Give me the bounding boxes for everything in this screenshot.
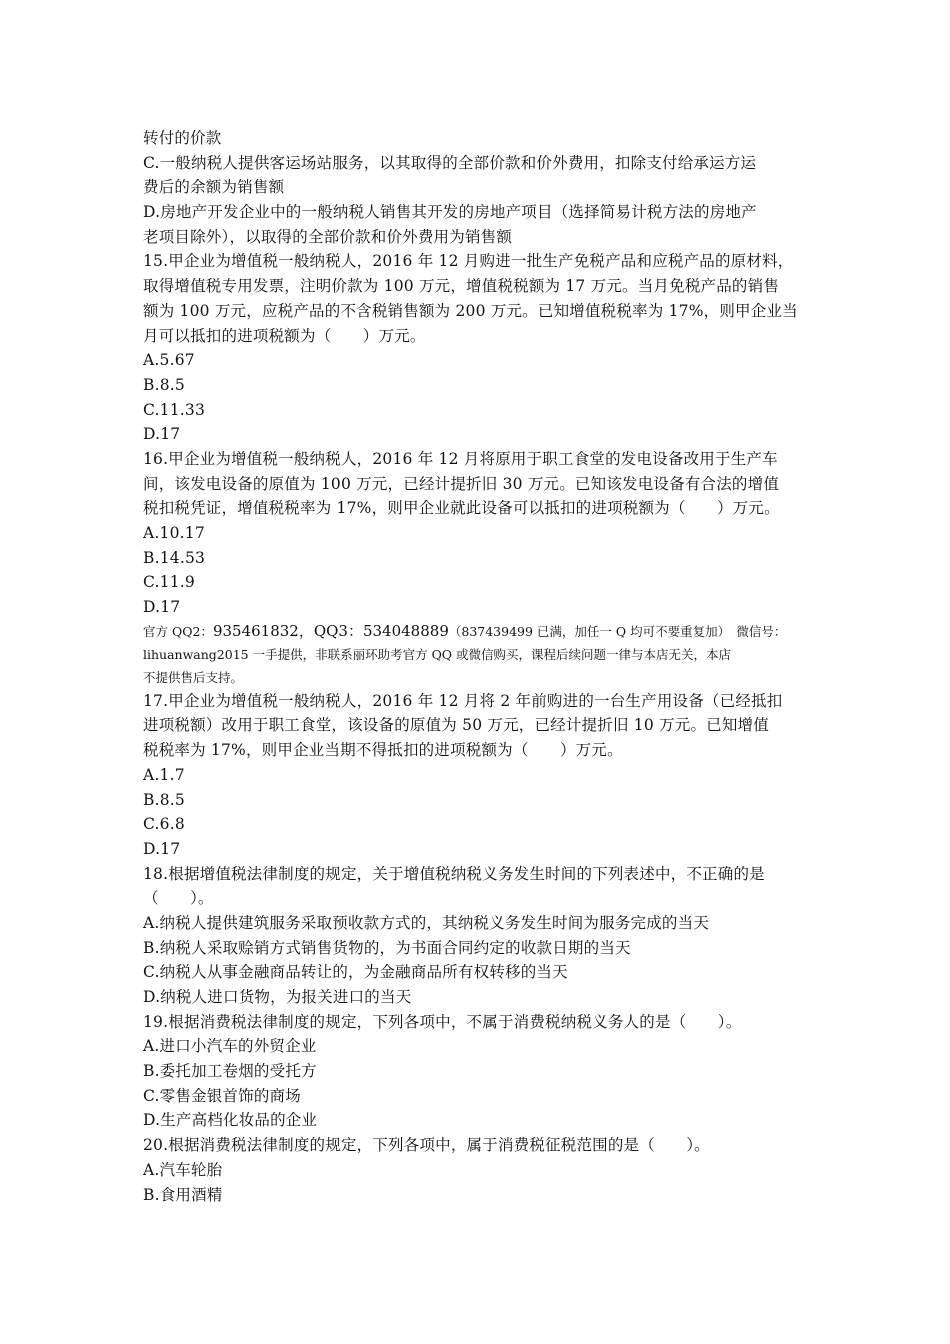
question-20-line: 20.根据消费税法律制度的规定，下列各项中，属于消费税征税范围的是（ ）。 — [143, 1136, 711, 1155]
question-17-line: 17.甲企业为增值税一般纳税人，2016 年 12 月将 2 年前购进的一台生产用设备（已经抵扣 — [143, 691, 783, 710]
option-d: D.纳税人进口货物，为报关进口的当天 — [143, 988, 412, 1006]
question-16-line: 16.甲企业为增值税一般纳税人，2016 年 12 月将原用于职工食堂的发电设备改用于生产车 — [143, 449, 778, 468]
option-a: A.纳税人提供建筑服务采取预收款方式的，其纳税义务发生时间为服务完成的当天 — [143, 913, 710, 932]
option-c: C.纳税人从事金融商品转让的，为金融商品所有权转移的当天 — [143, 963, 568, 982]
question-15-line: 额为 100 万元，应税产品的不含税销售额为 200 万元。已知增值税税率为 17%，则甲企业当 — [143, 301, 798, 320]
option-a: A.1.7 — [143, 765, 185, 784]
notice-text: 534048889 — [362, 621, 449, 640]
option-c: C.11.33 — [143, 400, 206, 419]
question-18-line: 18.根据增值税法律制度的规定，关于增值税纳税义务发生时间的下列表述中，不正确的是 — [143, 864, 765, 883]
option-a: A.10.17 — [143, 524, 205, 542]
option-c: C.11.9 — [143, 573, 195, 592]
option-b: B.8.5 — [143, 790, 185, 809]
notice-text: 官方 QQ2： — [143, 623, 213, 639]
question-16-line: 间，该发电设备的原值为 100 万元，已经计提折旧 30 万元。已知该发电设备有合法的增值 — [143, 474, 780, 493]
text-line: D.房地产开发企业中的一般纳税人销售其开发的房地产项目（选择简易计税方法的房地产 — [143, 203, 757, 222]
option-c: C.零售金银首饰的商场 — [143, 1086, 301, 1105]
notice-line — [143, 620, 815, 643]
option-b: B.委托加工卷烟的受托方 — [143, 1062, 317, 1081]
option-d: D.17 — [143, 425, 181, 444]
notice-text: （837439499 已满，加任一 Q 均可不要重复加） 微信号： — [448, 623, 787, 639]
option-b: B.纳税人采取赊销方式销售货物的，为书面合同约定的收款日期的当天 — [143, 938, 631, 957]
text-line: 转付的价款 — [143, 129, 222, 147]
option-a: A.汽车轮胎 — [143, 1160, 223, 1179]
option-b: B.14.53 — [143, 548, 206, 567]
option-d: D.生产高档化妆品的企业 — [143, 1111, 318, 1130]
option-b: B.8.5 — [143, 375, 185, 394]
question-15-line: 15.甲企业为增值税一般纳税人，2016 年 12 月购进一批生产免税产品和应税产品的原材料， — [143, 252, 794, 271]
question-19-line: 19.根据消费税法律制度的规定，下列各项中，不属于消费税纳税义务人的是（ ）。 — [143, 1012, 742, 1031]
notice-text: 935461832，QQ3： — [212, 621, 363, 640]
notice-line: lihuanwang2015 一手提供，非联系丽环助考官方 QQ 或微信购买，课程后续问题一律与本店无关，本店 — [143, 646, 732, 662]
notice-line: 不提供售后支持。 — [143, 669, 244, 685]
question-17-line: 进项税额）改用于职工食堂，该设备的原值为 50 万元，已经计提折旧 10 万元。已知增值 — [143, 716, 769, 735]
option-d: D.17 — [143, 839, 181, 858]
option-d: D.17 — [143, 598, 181, 617]
option-a: A.5.67 — [143, 351, 195, 370]
option-c: C.6.8 — [143, 815, 185, 834]
question-15-line: 取得增值税专用发票，注明价款为 100 万元，增值税税额为 17 万元。当月免税产品的销售 — [143, 277, 780, 296]
text-line: C.一般纳税人提供客运场站服务，以其取得的全部价款和价外费用，扣除支付给承运方运 — [143, 153, 757, 172]
text-line: 费后的余额为销售额 — [143, 178, 285, 197]
option-a: A.进口小汽车的外贸企业 — [143, 1037, 317, 1056]
question-16-line: 税扣税凭证，增值税税率为 17%，则甲企业就此设备可以抵扣的进项税额为（ ）万元。 — [143, 499, 780, 518]
question-18-line: （ ）。 — [143, 889, 214, 908]
question-15-line: 月可以抵扣的进项税额为（ ）万元。 — [143, 326, 426, 345]
option-b: B.食用酒精 — [143, 1185, 223, 1204]
document-body — [143, 126, 815, 1207]
text-line: 老项目除外），以取得的全部价款和价外费用为销售额 — [143, 227, 513, 246]
question-17-line: 税税率为 17%，则甲企业当期不得抵扣的进项税额为（ ）万元。 — [143, 741, 623, 760]
